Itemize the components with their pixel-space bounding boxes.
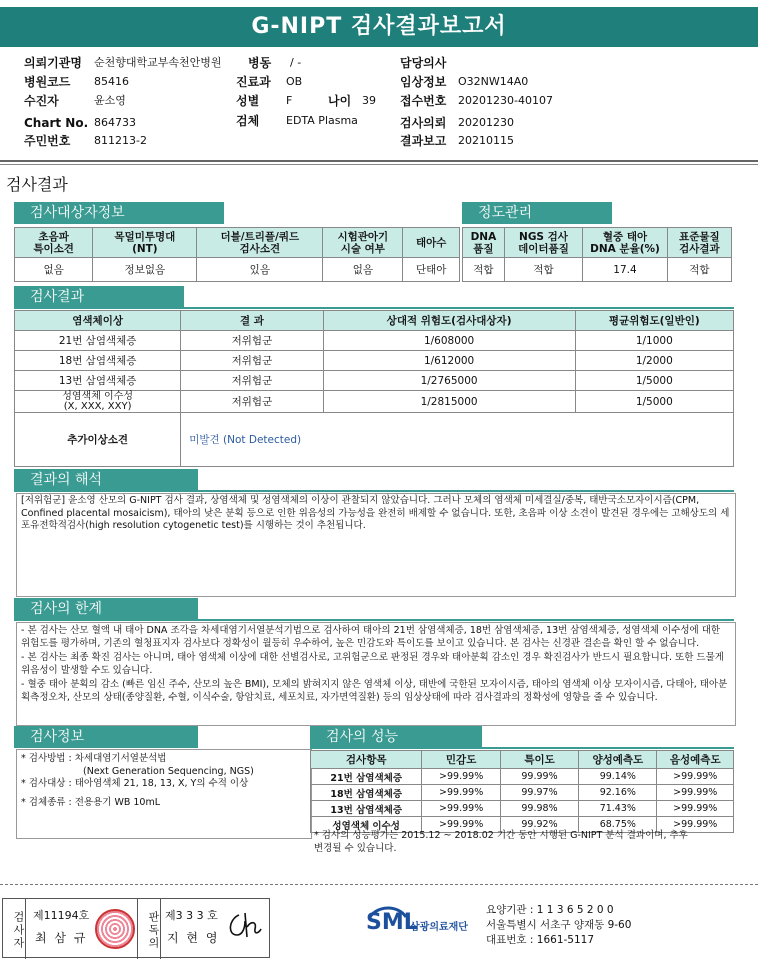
- perf-cell: >99.99%: [657, 785, 734, 801]
- result-cell: 1/2765000: [323, 371, 575, 391]
- rrn-label: 주민번호: [24, 134, 71, 148]
- perf-header: 검사항목: [311, 751, 422, 769]
- interpretation-tab-line: [14, 490, 734, 492]
- org-name: 삼광의료재단: [410, 922, 468, 933]
- accession-value: 20201230-40107: [458, 94, 553, 107]
- clinical-value: O32NW14A0: [458, 75, 529, 88]
- perf-header: 민감도: [422, 751, 500, 769]
- result-header: 결 과: [181, 311, 323, 331]
- result-cell: 13번 삼염색체증: [15, 371, 181, 391]
- report-title: G-NIPT 검사결과보고서: [0, 7, 758, 47]
- req-org-label: 의뢰기관명: [24, 56, 82, 70]
- specimen-type-value: 전용용기 WB 10mL: [74, 796, 161, 808]
- hosp-code-label: 병원코드: [24, 75, 71, 89]
- result-cell: 1/612000: [323, 351, 575, 371]
- org-phone: 대표번호 : 1661-5117: [486, 934, 595, 946]
- reviewer-label: 판독의: [137, 899, 161, 959]
- doctor-label: 담당의사: [400, 56, 447, 70]
- req-org-value: 순천향대학교부속천안병원: [94, 56, 222, 69]
- sex-label: 성별: [236, 94, 260, 108]
- performance-note: * 검사의 성능평가는 2015.12 ~ 2018.02 기간 동안 시행된 G-NIPT 분석 결과이며, 추후 변경될 수 있습니다.: [314, 830, 688, 854]
- table-row: [311, 801, 734, 817]
- org-contact: [486, 903, 631, 948]
- specimen-value: EDTA Plasma: [286, 114, 358, 127]
- req-date-value: 20201230: [458, 116, 514, 129]
- chart-value: 864733: [94, 116, 136, 129]
- limits-tab: 검사의 한계: [14, 598, 198, 620]
- result-cell: 18번 삼염색체증: [15, 351, 181, 371]
- qc-table: [462, 227, 732, 282]
- subject-header: 태아수: [403, 228, 460, 258]
- clinical-label: 임상정보: [400, 75, 447, 89]
- result-header: 평균위험도(일반인): [575, 311, 733, 331]
- perf-cell: 성염색체 이수성: [311, 817, 422, 833]
- perf-cell: 99.97%: [500, 785, 578, 801]
- perf-cell: >99.99%: [657, 817, 734, 833]
- hosp-code-value: 85416: [94, 75, 129, 88]
- req-date-label: 검사의뢰: [400, 116, 447, 130]
- sex-value: F: [286, 94, 293, 107]
- performance-table: [310, 750, 734, 833]
- age-label: 나이: [328, 94, 352, 108]
- results-heading: 검사결과: [6, 175, 68, 194]
- perf-cell: 99.14%: [579, 769, 657, 785]
- performance-tab-line: [310, 747, 734, 749]
- subject-header: 초음파 특이소견: [15, 228, 93, 258]
- examiner-label: 검사자: [3, 899, 26, 959]
- perf-cell: 99.99%: [500, 769, 578, 785]
- method-value: 차세대염기서열분석법: [74, 753, 167, 764]
- examiner-name: 최 삼 규: [35, 931, 88, 945]
- limit-item: - 본 검사는 산모 혈액 내 태아 DNA 조각을 차세대염기서열분석기법으로 검사하여 태아의 21번 삼염색체증, 18번 삼염색체증, 13번 삼염색체증, 성염색체 이수성에 대한 위험도를 평가하며, 기존의 혈청표지자 검사보다 정확성이 월등히 우수하여, 높은 민감도와 특이도를 보이고 있습니다. 본 검사는 신경관 결손을 확인 할 수 없습니다.: [21, 625, 721, 649]
- perf-header: 음성예측도: [657, 751, 734, 769]
- table-row: [15, 371, 734, 391]
- subject-cell: 있음: [197, 258, 323, 282]
- result-cell: 21번 삼염색체증: [15, 331, 181, 351]
- qc-header: NGS 검사 데이터품질: [504, 228, 582, 258]
- qc-header: DNA 품질: [463, 228, 505, 258]
- rrn-value: 811213-2: [94, 134, 147, 147]
- extra-label: 추가이상소견: [15, 413, 181, 467]
- subject-header: 목덜미투명대 (NT): [93, 228, 197, 258]
- perf-cell: 21번 삼염색체증: [311, 769, 422, 785]
- perf-header: 양성예측도: [579, 751, 657, 769]
- specimen-type-label: * 검체종류 :: [21, 796, 75, 808]
- dept-value: OB: [286, 75, 303, 88]
- subject-header: 더블/트리플/쿼드 검사소견: [197, 228, 323, 258]
- limit-item: - 본 검사는 최종 확진 검사는 아니며, 태아 염색체 이상에 대한 선별검사로, 고위험군으로 판정된 경우와 태아분획 감소인 경우 확진검사가 반드시 필요합니다. 또한 드물게 위음성이 발생할 수도 있습니다.: [21, 652, 724, 676]
- interpretation-text: [저위험군] 윤소영 산모의 G-NIPT 검사 결과, 상염색체 및 성염색체의 이상이 관찰되지 않았습니다. 그러나 모체의 염색체 미세결실/중복, 태반국소모자이시즘(CPM, Confined placental mosaicism), 태아의 낮은 분획 등으로 인한 위음성의 가능성을 완전히 배제할 수 없습니다. 또한, 초음파 이상 소견이 발견된 경우에는 고해상도의 세포유전학적검사(high resolution cytogenetic test)를 시행하는 것이 추천됩니다.: [16, 493, 736, 597]
- table-row: [15, 351, 734, 371]
- subject-cell: 단태아: [403, 258, 460, 282]
- test-info-tab: 검사정보: [14, 726, 198, 748]
- perf-cell: >99.99%: [422, 769, 500, 785]
- result-cell: 1/5000: [575, 391, 733, 413]
- table-row: [15, 331, 734, 351]
- subject-info-table: [14, 227, 460, 282]
- result-cell: 1/2815000: [323, 391, 575, 413]
- accession-label: 접수번호: [400, 94, 447, 108]
- header-info: [24, 54, 744, 154]
- table-row: [311, 785, 734, 801]
- table-row: [15, 391, 734, 413]
- result-header: 염색체이상: [15, 311, 181, 331]
- perf-cell: >99.99%: [422, 801, 500, 817]
- result-cell: 저위험군: [181, 391, 323, 413]
- limits-tab-line: [14, 619, 734, 621]
- result-cell: 1/608000: [323, 331, 575, 351]
- sml-logo-text: SML: [366, 910, 418, 935]
- perf-cell: >99.99%: [422, 785, 500, 801]
- org-address: 서울특별시 서초구 양재동 9-60: [486, 919, 632, 931]
- result-cell: 저위험군: [181, 371, 323, 391]
- perf-cell: 18번 삼염색체증: [311, 785, 422, 801]
- signature-icon: [225, 909, 263, 943]
- org-code: 요양기관 : 1 1 3 6 5 2 0 0: [486, 904, 614, 916]
- dept-label: 진료과: [236, 75, 271, 89]
- perf-cell: 68.75%: [579, 817, 657, 833]
- result-cell: 성염색체 이수성 (X, XXX, XXY): [15, 391, 181, 413]
- subject-cell: 없음: [15, 258, 93, 282]
- reviewer-no: 제3 3 3 호: [165, 909, 218, 922]
- perf-cell: 99.98%: [500, 801, 578, 817]
- limits-box: [16, 622, 736, 726]
- ward-value: / -: [290, 56, 302, 69]
- subject-cell: 없음: [323, 258, 403, 282]
- subject-info-tab: 검사대상자정보: [14, 202, 224, 224]
- subject-cell: 정보없음: [93, 258, 197, 282]
- result-tab-line: [14, 307, 734, 309]
- target-value: 태아염색체 21, 18, 13, X, Y의 수적 이상: [74, 778, 249, 789]
- interpretation-tab: 결과의 해석: [14, 469, 198, 491]
- signature-box: [2, 898, 270, 958]
- result-cell: 1/5000: [575, 371, 733, 391]
- method-value2: (Next Generation Sequencing, NGS): [83, 765, 254, 777]
- result-cell: 저위험군: [181, 351, 323, 371]
- perf-cell: 92.16%: [579, 785, 657, 801]
- footer-divider: [0, 884, 758, 885]
- result-cell: 1/1000: [575, 331, 733, 351]
- result-cell: 저위험군: [181, 331, 323, 351]
- performance-tab: 검사의 성능: [310, 726, 482, 748]
- perf-cell: 71.43%: [579, 801, 657, 817]
- result-cell: 1/2000: [575, 351, 733, 371]
- qc-cell: 적합: [463, 258, 505, 282]
- target-label: * 검사대상 :: [21, 778, 75, 789]
- qc-header: 혈중 태아 DNA 분율(%): [583, 228, 668, 258]
- extra-value: 미발견 (Not Detected): [181, 413, 734, 467]
- subject-header: 시험관아기 시술 여부: [323, 228, 403, 258]
- perf-header: 특이도: [500, 751, 578, 769]
- perf-cell: >99.99%: [657, 801, 734, 817]
- patient-value: 윤소영: [94, 94, 126, 107]
- limit-item: - 혈중 태아 분획의 감소 (빠른 임신 주수, 산모의 높은 BMI), 모체의 밝혀지지 않은 염색체 이상, 태반에 국한된 모자이시즘, 태아의 염색체 이상 모자이시즘, 다태아, 태아분획측정오차, 산모의 상태(종양질환, 수혈, 이식수술, 항암치료, 세포치료, 자가면역질환) 등의 임상상태에 따라 검사결과의 정확성에 영향을 줄 수 있습니다.: [21, 679, 728, 703]
- qc-cell: 17.4: [583, 258, 668, 282]
- chart-label: Chart No.: [24, 116, 89, 130]
- report-date-value: 20210115: [458, 134, 514, 147]
- perf-cell: >99.99%: [657, 769, 734, 785]
- examiner-no: 제11194호: [33, 909, 90, 922]
- test-info-box: [16, 749, 312, 839]
- ward-label: 병동: [248, 56, 272, 70]
- qc-cell: 적합: [667, 258, 731, 282]
- seal-icon: [95, 909, 135, 949]
- method-label: * 검사방법 :: [21, 753, 75, 764]
- table-row: [311, 769, 734, 785]
- result-table: [14, 310, 734, 467]
- reviewer-name: 지 현 영: [167, 931, 220, 945]
- qc-tab: 정도관리: [462, 202, 612, 224]
- perf-cell: 13번 삼염색체증: [311, 801, 422, 817]
- specimen-label: 검체: [236, 114, 260, 128]
- header-divider-thin: [0, 164, 758, 165]
- qc-header: 표준물질 검사결과: [667, 228, 731, 258]
- header-divider: [0, 160, 758, 162]
- qc-cell: 적합: [504, 258, 582, 282]
- perf-cell: >99.99%: [422, 817, 500, 833]
- report-date-label: 결과보고: [400, 134, 447, 148]
- age-value: 39: [362, 94, 376, 107]
- result-tab: 검사결과: [14, 286, 184, 308]
- perf-cell: 99.92%: [500, 817, 578, 833]
- result-header: 상대적 위험도(검사대상자): [323, 311, 575, 331]
- patient-label: 수진자: [24, 94, 59, 108]
